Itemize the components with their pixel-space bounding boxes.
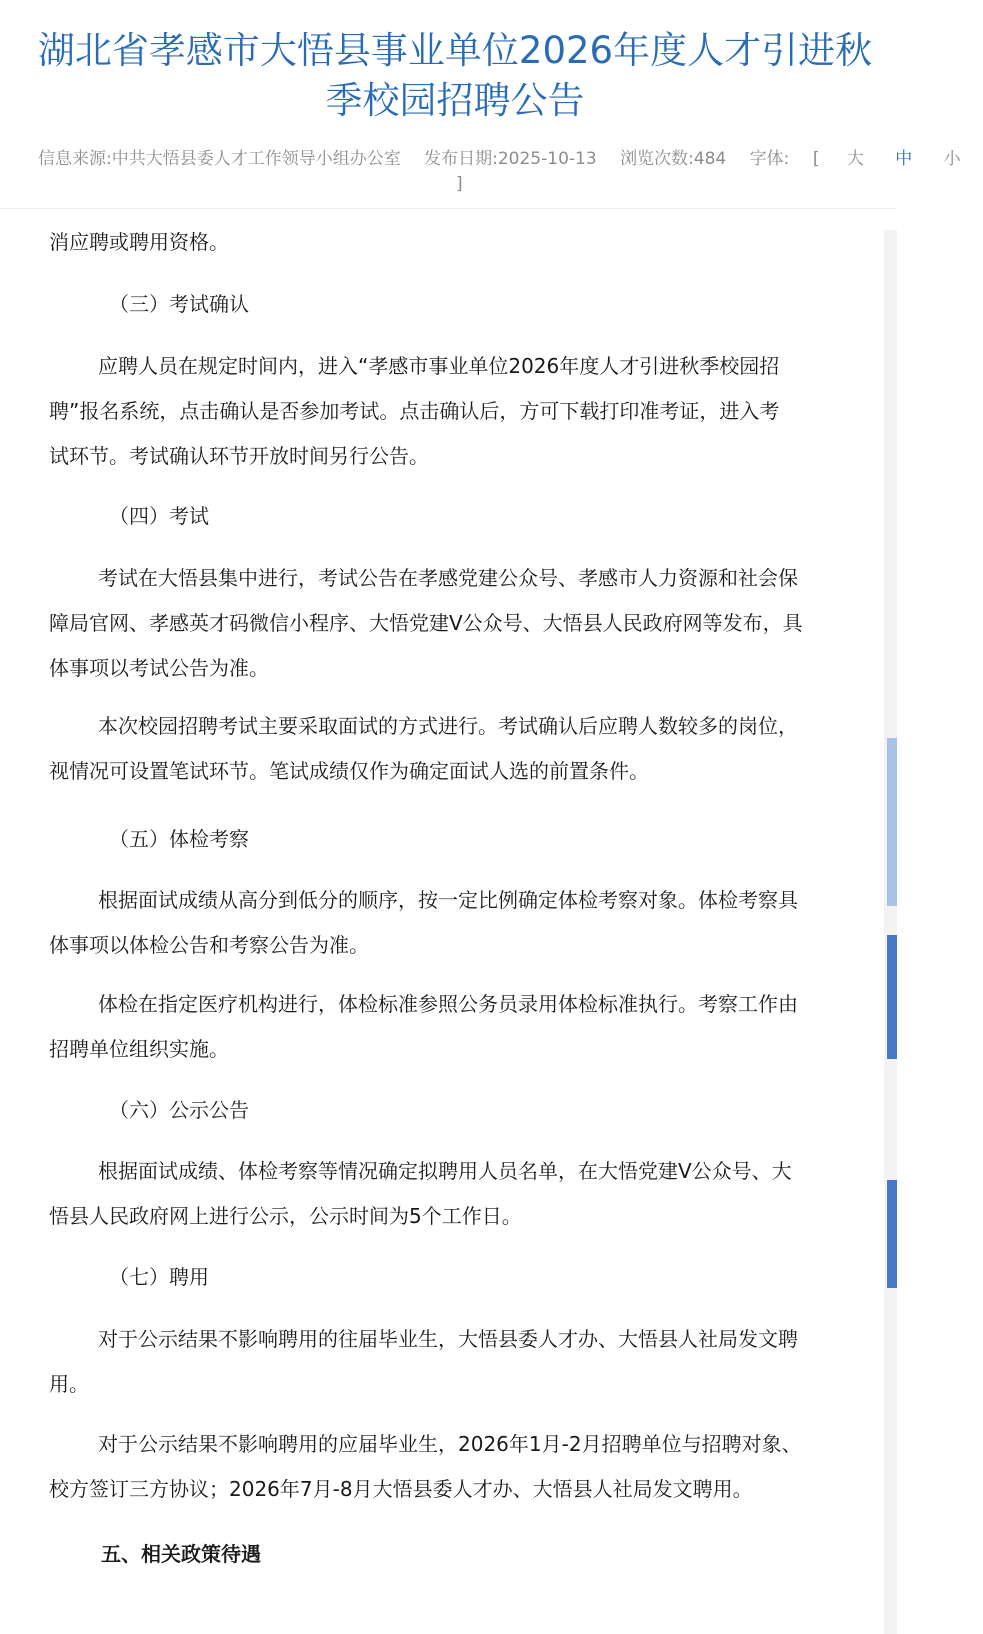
font-medium-button[interactable]: 中 — [895, 149, 913, 169]
paragraph: 对于公示结果不影响聘用的往届毕业生，大悟县委人才办、大悟县人社局发文聘 用。 — [49, 1327, 798, 1396]
article-body — [0, 208, 897, 1634]
scrollbar-thumb[interactable] — [887, 738, 897, 906]
subheading-physical-exam: （五）体检考察 — [109, 827, 249, 851]
paragraph: 考试在大悟县集中进行，考试公告在孝感党建公众号、孝感市人力资源和社会保 障局官网、孝感英才码微信小程序、大悟党建V公众号、大悟县人民政府网等发布，具 体事项以考试公告为准。 — [49, 566, 803, 680]
scrollbar-marker — [887, 935, 897, 1059]
subheading-exam: （四）考试 — [109, 504, 209, 528]
page-title — [20, 26, 890, 126]
view-count: 浏览次数:484 — [620, 149, 727, 169]
paragraph: 对于公示结果不影响聘用的应届毕业生，2026年1月-2月招聘单位与招聘对象、 校方签订三方协议；2026年7月-8月大悟县委人才办、大悟县人社局发文聘用。 — [49, 1432, 802, 1501]
page-title-line2: 季校园招聘公告 — [325, 79, 585, 122]
source-info: 信息来源:中共大悟县委人才工作领导小组办公室 — [38, 149, 401, 169]
font-size-label: 字体: — [749, 149, 790, 169]
section-heading-policy: 五、相关政策待遇 — [101, 1542, 261, 1566]
paragraph: 根据面试成绩、体检考察等情况确定拟聘用人员名单，在大悟党建V公众号、大 悟县人民政府网上进行公示，公示时间为5个工作日。 — [49, 1159, 792, 1228]
paragraph: 根据面试成绩从高分到低分的顺序，按一定比例确定体检考察对象。体检考察具 体事项以体检公告和考察公告为准。 — [49, 888, 798, 957]
subheading-publicity: （六）公示公告 — [109, 1098, 249, 1122]
paragraph: 消应聘或聘用资格。 — [49, 230, 229, 254]
page-title-line1: 湖北省孝感市大悟县事业单位2026年度人才引进秋 — [37, 29, 873, 72]
article-meta — [38, 147, 961, 172]
paragraph: 体检在指定医疗机构进行，体检标准参照公务员录用体检标准执行。考察工作由 招聘单位组织实施。 — [49, 992, 798, 1061]
font-small-button[interactable]: 小 — [943, 149, 961, 169]
scrollbar-marker — [887, 1180, 897, 1288]
font-large-button[interactable]: 大 — [846, 149, 864, 169]
paragraph: 本次校园招聘考试主要采取面试的方式进行。考试确认后应聘人数较多的岗位， 视情况可设置笔试环节。笔试成绩仅作为确定面试人选的前置条件。 — [49, 714, 798, 783]
scrollbar-track[interactable] — [884, 230, 897, 1634]
subheading-exam-confirm: （三）考试确认 — [109, 292, 249, 316]
font-size-control — [750, 149, 983, 169]
paragraph: 应聘人员在规定时间内，进入“孝感市事业单位2026年度人才引进秋季校园招 聘”报名系统，点击确认是否参加考试。点击确认后，方可下载打印准考证，进入考 试环节。考试确认环节开放时间另行公告。 — [49, 354, 780, 468]
publish-date: 发布日期:2025-10-13 — [424, 149, 597, 169]
subheading-employment: （七）聘用 — [109, 1265, 209, 1289]
article-header — [0, 0, 961, 209]
font-bracket-close: ] — [456, 174, 463, 194]
font-bracket-open: [ — [812, 149, 820, 169]
